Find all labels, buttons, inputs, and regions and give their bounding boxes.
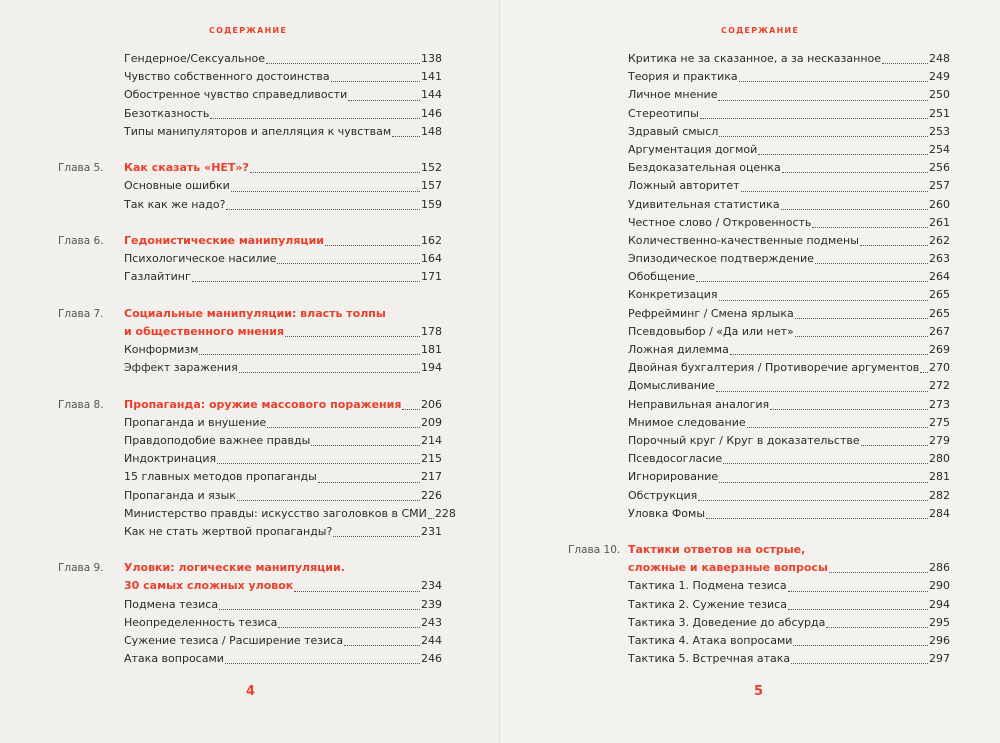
- section-title: Обостренное чувство справедливости: [124, 88, 348, 102]
- toc-entry: [124, 359, 442, 377]
- section-title: Удивительная статистика: [628, 197, 780, 211]
- section-title: Бездоказательная оценка: [628, 161, 781, 175]
- dot-leader: [793, 628, 928, 646]
- section-title: Ложная дилемма: [628, 343, 729, 356]
- page-ref: 282: [929, 488, 950, 502]
- dot-leader: [723, 446, 928, 464]
- page-ref: 249: [929, 70, 950, 84]
- toc-entry: [628, 341, 950, 359]
- section-title: Тактика 3. Доведение до абсурда: [628, 615, 826, 629]
- dot-leader: [267, 410, 420, 428]
- section-title: Псевдовыбор / «Да или нет»: [628, 324, 794, 338]
- chapter-title: Как сказать «НЕТ»?: [124, 161, 249, 175]
- right-page: [500, 0, 1000, 743]
- dot-leader: [739, 64, 928, 82]
- chapter-title: Социальные манипуляции: власть толпы: [124, 306, 386, 320]
- dot-leader: [311, 428, 420, 446]
- dot-leader: [795, 301, 928, 319]
- page-ref: 251: [929, 106, 950, 120]
- chapter-title: Гедонистические манипуляции: [124, 233, 324, 247]
- page-ref: 267: [929, 324, 950, 338]
- dot-leader: [719, 282, 928, 300]
- toc-entry: [124, 196, 442, 214]
- page-ref: 144: [421, 88, 442, 102]
- section-title: Неправильная аналогия: [628, 397, 770, 411]
- section-title: Игнорирование: [628, 470, 719, 484]
- section-title: Здравый смысл: [628, 124, 719, 138]
- running-head-right: СОДЕРЖАНИЕ: [721, 26, 799, 35]
- dot-leader: [719, 464, 928, 482]
- page-ref: 262: [929, 233, 950, 247]
- chapter-title: Пропаганда: оружие массового поражения: [124, 397, 402, 411]
- section-title: Тактика 2. Сужение тезиса: [628, 597, 787, 611]
- dot-leader: [696, 264, 928, 282]
- section-title: Психологическое насилие: [124, 252, 277, 266]
- page-ref: 265: [929, 306, 950, 320]
- page-ref: 261: [929, 215, 950, 229]
- dot-leader: [716, 373, 928, 391]
- section-title: Тактика 1. Подмена тезиса: [628, 579, 787, 593]
- section-title: Эффект заражения: [124, 361, 238, 375]
- dot-leader: [226, 192, 420, 210]
- dot-leader: [882, 46, 928, 64]
- dot-leader: [815, 246, 928, 264]
- page-ref: 257: [929, 179, 950, 193]
- section-title: Обструкция: [628, 488, 698, 502]
- toc-right: [568, 50, 950, 668]
- page-ref: 162: [421, 233, 442, 247]
- page-ref: 146: [421, 106, 442, 120]
- section-title: Рефрейминг / Смена ярлыка: [628, 306, 794, 320]
- dot-leader: [250, 155, 420, 173]
- page-ref: 215: [421, 452, 442, 466]
- section-title: Критика не за сказанное, а за несказанное: [628, 52, 882, 65]
- dot-leader: [826, 610, 928, 628]
- toc-row: [58, 123, 442, 141]
- page-ref: 290: [929, 579, 950, 593]
- dot-leader: [730, 337, 928, 355]
- dot-leader: [788, 592, 928, 610]
- chapter-number: Глава 10.: [568, 544, 621, 557]
- section-title: Теория и практика: [628, 70, 738, 84]
- dot-leader: [266, 46, 420, 64]
- dot-leader: [706, 501, 928, 519]
- dot-leader: [788, 573, 928, 591]
- dot-leader: [325, 228, 420, 246]
- dot-leader: [231, 173, 420, 191]
- section-title: Конформизм: [124, 343, 199, 356]
- page-ref: 157: [421, 179, 442, 193]
- toc-left: [58, 50, 456, 668]
- section-title: Домысливание: [628, 379, 715, 393]
- dot-leader: [333, 519, 420, 537]
- page-ref: 234: [421, 579, 442, 593]
- page-ref: 279: [929, 433, 950, 447]
- section-title: Ложный авторитет: [628, 179, 740, 193]
- dot-leader: [920, 355, 928, 373]
- section-title: Индоктринация: [124, 452, 217, 466]
- section-title: Чувство собственного достоинства: [124, 70, 330, 84]
- dot-leader: [225, 646, 420, 664]
- toc-entry: [124, 123, 442, 141]
- toc-entry: [124, 650, 442, 668]
- page-ref: 239: [421, 597, 442, 611]
- page-ref: 256: [929, 161, 950, 175]
- running-head-left: СОДЕРЖАНИЕ: [209, 26, 287, 35]
- toc-row: [568, 341, 950, 359]
- section-title: Неопределенность тезиса: [124, 615, 278, 629]
- dot-leader: [700, 101, 928, 119]
- dot-leader: [331, 64, 420, 82]
- page-ref: 246: [421, 652, 442, 666]
- chapter-title: 30 самых сложных уловок: [124, 579, 294, 593]
- toc-row: [58, 196, 442, 214]
- dot-leader: [829, 555, 928, 573]
- page-ref: 194: [421, 361, 442, 375]
- section-title: Подмена тезиса: [124, 597, 219, 611]
- section-title: Пропаганда и внушение: [124, 415, 267, 429]
- toc-entry: [124, 268, 442, 286]
- chapter-number: Глава 5.: [58, 162, 104, 175]
- section-title: Количественно-качественные подмены: [628, 233, 859, 247]
- section-title: Министерство правды: искусство заголовков в СМИ: [124, 506, 427, 520]
- section-title: Аргументация догмой: [628, 142, 758, 156]
- toc-spacer: [58, 286, 442, 304]
- toc-row: [58, 487, 442, 505]
- page-ref: 294: [929, 597, 950, 611]
- toc-row: [58, 105, 442, 123]
- page-ref: 159: [421, 197, 442, 211]
- dot-leader: [199, 337, 420, 355]
- toc-row: [568, 650, 950, 668]
- dot-leader: [277, 246, 420, 264]
- chapter-title: сложные и каверзные вопросы: [628, 561, 828, 575]
- page-ref: 265: [929, 288, 950, 302]
- dot-leader: [770, 392, 928, 410]
- section-title: Честное слово / Откровенность: [628, 215, 812, 229]
- section-title: Атака вопросами: [124, 652, 224, 666]
- section-title: Личное мнение: [628, 88, 718, 102]
- page-ref: 164: [421, 252, 442, 266]
- dot-leader: [192, 264, 420, 282]
- chapter-title: Тактики ответов на острые,: [628, 543, 806, 557]
- dot-leader: [219, 592, 420, 610]
- page-ref: 209: [421, 415, 442, 429]
- toc-entry: [628, 650, 950, 668]
- toc-spacer: [568, 523, 950, 541]
- dot-leader: [285, 319, 420, 337]
- page-ref: 253: [929, 124, 950, 138]
- dot-leader: [344, 628, 420, 646]
- section-title: Уловка Фомы: [628, 506, 706, 520]
- section-title: Стереотипы: [628, 106, 699, 120]
- section-title: Газлайтинг: [124, 270, 191, 284]
- section-title: Тактика 5. Встречная атака: [628, 652, 791, 666]
- toc-row: [58, 523, 442, 541]
- toc-row: [58, 359, 442, 377]
- dot-leader: [812, 210, 928, 228]
- page-ref: 275: [929, 415, 950, 429]
- page-ref: 206: [421, 397, 442, 411]
- dot-leader: [860, 228, 928, 246]
- page-ref: 152: [421, 161, 442, 175]
- dot-leader: [392, 119, 420, 137]
- dot-leader: [318, 464, 420, 482]
- page-ref: 181: [421, 343, 442, 356]
- page-ref: 171: [421, 270, 442, 284]
- section-title: Конкретизация: [628, 288, 718, 302]
- section-title: 15 главных методов пропаганды: [124, 470, 317, 484]
- dot-leader: [239, 355, 420, 373]
- page-ref: 297: [929, 652, 950, 666]
- toc-spacer: [58, 541, 442, 559]
- dot-leader: [795, 319, 928, 337]
- page-ref: 296: [929, 634, 950, 647]
- chapter-number: Глава 9.: [58, 562, 104, 575]
- dot-leader: [217, 446, 420, 464]
- section-title: Двойная бухгалтерия / Противоречие аргументов: [628, 361, 920, 375]
- dot-leader: [698, 483, 928, 501]
- page-ref: 281: [929, 470, 950, 484]
- section-title: Правдоподобие важнее правды: [124, 433, 311, 447]
- dot-leader: [348, 82, 420, 100]
- toc-entry: [124, 523, 442, 541]
- page-number-left: 4: [246, 684, 256, 699]
- page-ref: 254: [929, 142, 950, 156]
- page-ref: 263: [929, 252, 950, 266]
- page-ref: 138: [421, 52, 442, 65]
- page-ref: 243: [421, 615, 442, 629]
- section-title: Обобщение: [628, 270, 696, 284]
- page-ref: 286: [929, 561, 950, 575]
- page-ref: 148: [421, 124, 442, 138]
- section-title: Гендерное/Сексуальное: [124, 52, 266, 65]
- section-title: Псевдосогласие: [628, 452, 723, 466]
- toc-row: [58, 268, 442, 286]
- dot-leader: [402, 392, 420, 410]
- dot-leader: [758, 137, 928, 155]
- page-ref: 272: [929, 379, 950, 393]
- section-title: Порочный круг / Круг в доказательстве: [628, 433, 860, 447]
- section-title: Типы манипуляторов и апелляция к чувствам: [124, 124, 392, 138]
- section-title: Как не стать жертвой пропаганды?: [124, 524, 333, 538]
- section-title: Сужение тезиса / Расширение тезиса: [124, 634, 344, 647]
- page-ref: 250: [929, 88, 950, 102]
- page-ref: 273: [929, 397, 950, 411]
- page-ref: 217: [421, 470, 442, 484]
- section-title: Мнимое следование: [628, 415, 746, 429]
- section-title: Эпизодическое подтверждение: [628, 252, 814, 266]
- page-ref: 264: [929, 270, 950, 284]
- toc-row: [568, 505, 950, 523]
- page-ref: 270: [929, 361, 950, 375]
- dot-leader: [237, 483, 420, 501]
- dot-leader: [719, 119, 928, 137]
- toc-row: [58, 650, 442, 668]
- page-ref: 295: [929, 615, 950, 629]
- dot-leader: [791, 646, 928, 664]
- dot-leader: [781, 192, 928, 210]
- chapter-number: Глава 7.: [58, 307, 104, 320]
- page-ref: 226: [421, 488, 442, 502]
- section-title: Тактика 4. Атака вопросами: [628, 634, 793, 647]
- dot-leader: [294, 573, 420, 591]
- page-ref: 231: [421, 524, 442, 538]
- page-number-right: 5: [754, 684, 764, 699]
- page-ref: 248: [929, 52, 950, 65]
- page-ref: 284: [929, 506, 950, 520]
- page-ref: 141: [421, 70, 442, 84]
- toc-spacer: [58, 377, 442, 395]
- toc-entry: [124, 487, 442, 505]
- dot-leader: [861, 428, 928, 446]
- dot-leader: [718, 82, 928, 100]
- section-title: Безотказность: [124, 106, 210, 120]
- page-ref: 178: [421, 324, 442, 338]
- dot-leader: [428, 501, 434, 519]
- page-ref: 269: [929, 343, 950, 356]
- page-ref: 228: [434, 506, 456, 520]
- chapter-title: и общественного мнения: [124, 324, 285, 338]
- dot-leader: [278, 610, 420, 628]
- page-ref: 260: [929, 197, 950, 211]
- section-title: Пропаганда и язык: [124, 488, 236, 502]
- section-title: Так как же надо?: [124, 197, 226, 211]
- toc-entry: [628, 505, 950, 523]
- dot-leader: [741, 173, 928, 191]
- page-ref: 214: [421, 433, 442, 447]
- page-ref: 280: [929, 452, 950, 466]
- dot-leader: [747, 410, 928, 428]
- chapter-number: Глава 6.: [58, 234, 104, 247]
- chapter-title: Уловки: логические манипуляции.: [124, 561, 345, 575]
- section-title: Основные ошибки: [124, 179, 230, 193]
- dot-leader: [210, 101, 420, 119]
- page-ref: 244: [421, 634, 442, 647]
- dot-leader: [782, 155, 928, 173]
- chapter-number: Глава 8.: [58, 398, 104, 411]
